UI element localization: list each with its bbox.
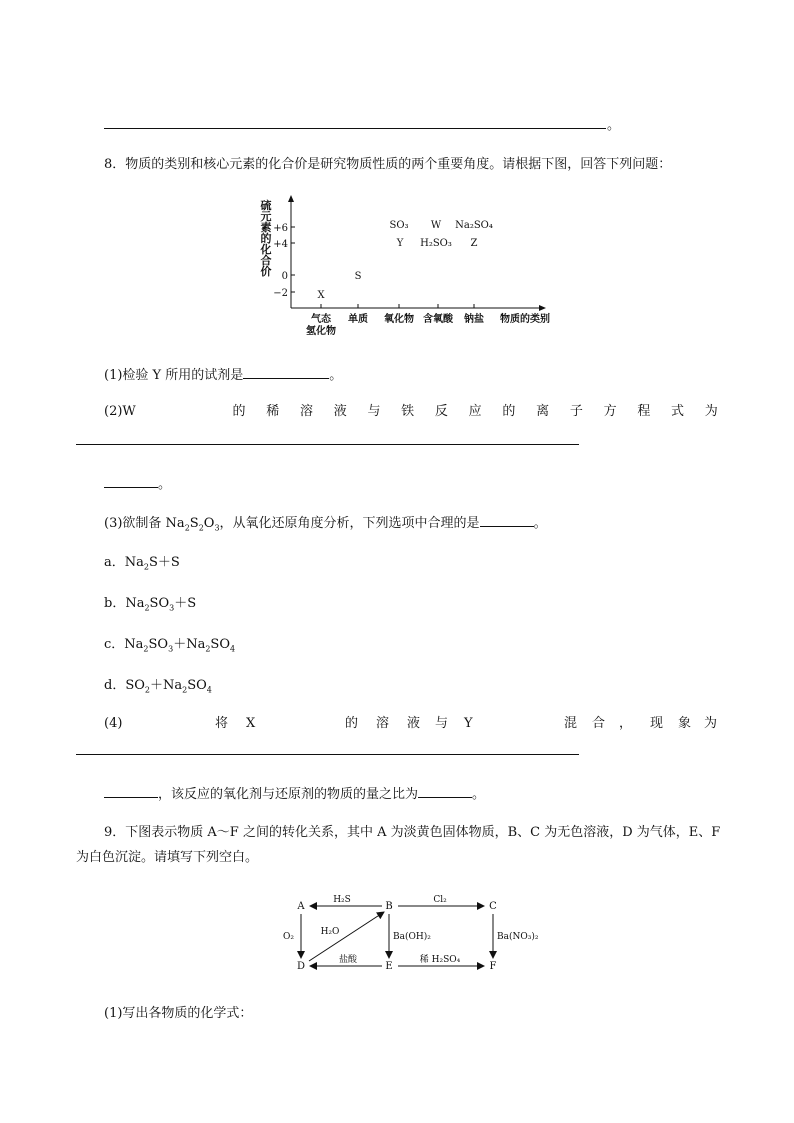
ytick-label: +4 (273, 239, 288, 250)
q8-part4-line (104, 715, 718, 733)
ylabel-char: 合 (260, 254, 272, 267)
q8-part3 (104, 512, 547, 538)
word: 溶 (299, 404, 313, 419)
label-H2S: H₂S (333, 895, 351, 905)
option-a (104, 554, 180, 577)
sulfur-valence-chart (255, 190, 565, 340)
answer-blank[interactable] (104, 473, 158, 488)
y-axis-arrow (288, 195, 294, 202)
option-d (104, 677, 212, 700)
answer-line[interactable] (76, 754, 579, 755)
xcat-label: 含氧酸 (423, 314, 453, 325)
word: 液 (333, 404, 347, 419)
word: 铁 (401, 404, 415, 419)
point-H2SO3: H₂SO₃ (420, 238, 452, 249)
word: ， (619, 716, 633, 731)
option-text: SO (210, 637, 230, 652)
label-O2: O₂ (283, 932, 294, 942)
word: 与 (435, 716, 449, 731)
subscript: 2 (198, 523, 204, 533)
q8-part3-text: O (203, 516, 215, 531)
ylabel-char: 价 (260, 265, 272, 278)
subscript: 2 (144, 685, 150, 695)
q8-intro: 8．物质的类别和核心元素的化合价是研究物质性质的两个重要角度。请根据下图，回答下列问题： (104, 157, 672, 172)
answer-line-top (104, 128, 606, 129)
node-F: F (489, 961, 497, 972)
subscript: 3 (169, 603, 175, 613)
point-X: X (317, 290, 325, 301)
subscript: 2 (205, 644, 211, 654)
point-Na2SO4: Na₂SO₄ (455, 220, 493, 231)
period: 。 (472, 787, 486, 802)
ytick-label: −2 (273, 288, 288, 299)
xcat-label: 气态 (311, 314, 331, 325)
xcat-label: 单质 (348, 314, 368, 325)
word: X (246, 716, 256, 731)
answer-blank[interactable] (418, 783, 472, 798)
xcat-label: 氢化物 (306, 326, 336, 337)
subscript: 2 (184, 523, 190, 533)
subscript: 4 (206, 685, 212, 695)
option-text: ＋Na (149, 678, 183, 693)
word: 应 (468, 404, 482, 419)
word: 象 (678, 716, 692, 731)
word: 现 (650, 716, 664, 731)
q8-part2-tail (104, 473, 171, 494)
point-S: S (354, 271, 362, 282)
word: 的 (502, 404, 516, 419)
option-text: d．SO (104, 678, 145, 693)
xcat-label: 氧化物 (384, 314, 414, 325)
point-SO3: SO₃ (389, 220, 409, 231)
q9-line1: 9．下图表示物质 A～F 之间的转化关系，其中 A 为淡黄色固体物质，B、C 为无色溶液，D 为气体，E、F (104, 825, 721, 840)
word: 将 (215, 716, 229, 731)
answer-blank[interactable] (243, 364, 329, 379)
word: 子 (569, 404, 583, 419)
word: (4) (104, 716, 123, 731)
answer-blank[interactable] (104, 783, 158, 798)
point-Z: Z (470, 238, 478, 249)
word: 液 (407, 716, 421, 731)
ylabel-char: 素 (260, 221, 272, 234)
point-W: W (430, 220, 442, 231)
q8-part3-text: (3)欲制备 Na (104, 516, 185, 531)
node-B: B (385, 901, 393, 912)
subscript: 2 (143, 644, 149, 654)
node-C: C (489, 901, 497, 912)
label-BaNO32: Ba(NO₃)₂ (497, 932, 539, 942)
word: 与 (367, 404, 381, 419)
ylabel-char: 的 (260, 232, 272, 245)
ylabel-char: 元 (260, 210, 272, 223)
label-H2O: H₂O (320, 927, 340, 937)
subscript: 2 (143, 562, 149, 572)
label-BaOH2: Ba(OH)₂ (393, 932, 431, 942)
subscript: 2 (144, 603, 150, 613)
option-c (104, 636, 235, 659)
q8-part1-text: (1)检验 Y 所用的试剂是 (104, 368, 244, 383)
node-A: A (297, 901, 305, 912)
answer-blank[interactable] (480, 512, 534, 527)
subscript: 3 (168, 644, 174, 654)
word: 的 (345, 716, 359, 731)
word: 程 (637, 404, 651, 419)
conversion-diagram (280, 890, 540, 980)
word: 的 (232, 404, 246, 419)
answer-line[interactable] (76, 444, 579, 445)
ytick-label: 0 (281, 271, 288, 282)
word: 溶 (376, 716, 390, 731)
q8-part2-line (104, 403, 718, 421)
word: 混 (564, 716, 578, 731)
q8-part4-text: ，该反应的氧化剂与还原剂的物质的量之比为 (158, 787, 419, 802)
label-Cl2: Cl₂ (433, 895, 447, 905)
x-axis-arrow (539, 305, 546, 311)
xcat-label: 物质的类别 (500, 314, 550, 325)
word: Y (464, 716, 473, 731)
node-E: E (385, 961, 393, 972)
period: 。 (533, 516, 547, 531)
word: 离 (536, 404, 550, 419)
period: 。 (158, 477, 172, 492)
word: 反 (434, 404, 448, 419)
option-b (104, 595, 196, 618)
option-text: S＋S (148, 555, 180, 570)
option-text: a．Na (104, 555, 144, 570)
period: 。 (607, 118, 621, 133)
word: 式 (671, 404, 685, 419)
ytick-label: +6 (273, 223, 288, 234)
q8-part3-text: ，从氧化还原角度分析，下列选项中合理的是 (219, 516, 480, 531)
word: 合 (592, 716, 606, 731)
label-hcl: 盐酸 (338, 955, 358, 965)
xcat-label: 钠盐 (464, 314, 484, 325)
y-axis-label (260, 198, 272, 278)
q8-part3-text: S (189, 516, 199, 531)
ylabel-char: 化 (260, 243, 272, 256)
option-text: ＋S (174, 596, 197, 611)
word: (2)W (104, 404, 136, 419)
option-text: ＋Na (173, 637, 206, 652)
option-text: SO (148, 637, 169, 652)
option-text: SO (187, 678, 207, 693)
q9-part1: (1)写出各物质的化学式： (104, 1006, 253, 1021)
word: 为 (704, 404, 718, 419)
label-dilute-h2so4: 稀 H₂SO₄ (419, 955, 461, 965)
q8-part4-tail (104, 783, 485, 804)
option-text: SO (149, 596, 170, 611)
word: 为 (704, 716, 718, 731)
ylabel-char: 硫 (260, 199, 272, 212)
option-text: c．Na (104, 637, 144, 652)
option-text: b．Na (104, 596, 145, 611)
word: 稀 (266, 404, 280, 419)
subscript: 2 (182, 685, 188, 695)
word: 方 (603, 404, 617, 419)
period: 。 (329, 368, 343, 383)
point-Y: Y (396, 238, 404, 249)
q9-line2: 为白色沉淀。请填写下列空白。 (76, 850, 259, 865)
subscript: 3 (214, 523, 220, 533)
q8-part1 (104, 364, 342, 385)
node-D: D (296, 961, 306, 972)
subscript: 4 (230, 644, 236, 654)
